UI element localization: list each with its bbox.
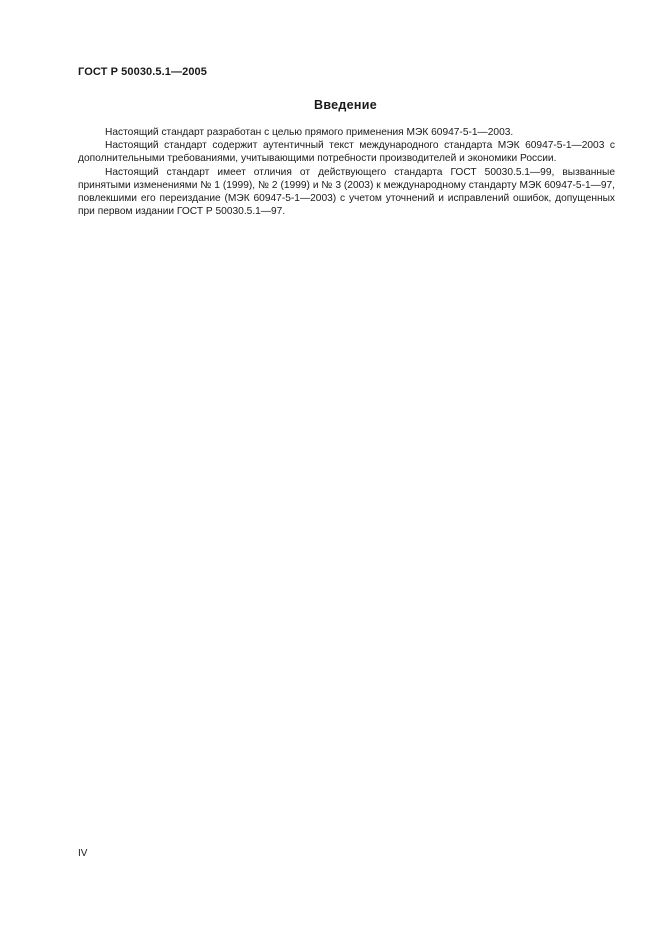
paragraph-1: Настоящий стандарт разработан с целью прямого применения МЭК 60947-5-1—2003. <box>105 127 514 138</box>
paragraph-2: Настоящий стандарт содержит аутентичный текст международного стандарта МЭК 60947-5-1—2003 с дополнительными требованиями, учитывающими потребности производителей и экономики России. <box>78 140 615 165</box>
document-code-header: ГОСТ Р 50030.5.1—2005 <box>78 66 207 78</box>
section-title: Введение <box>314 98 377 112</box>
introduction-body <box>78 126 615 218</box>
page-number: IV <box>78 848 88 859</box>
paragraph-3: Настоящий стандарт имеет отличия от действующего стандарта ГОСТ 50030.5.1—99, вызванные принятыми изменениями № 1 (1999), № 2 (1999) и № 3 (2003) к международному стандарту МЭК 60947-5-1—97, повлекшими его переиздание (МЭК 60947-5-1—2003) с учетом уточнений и исправлений ошибок, допущенных при первом издании ГОСТ Р 50030.5.1—97. <box>78 166 615 218</box>
